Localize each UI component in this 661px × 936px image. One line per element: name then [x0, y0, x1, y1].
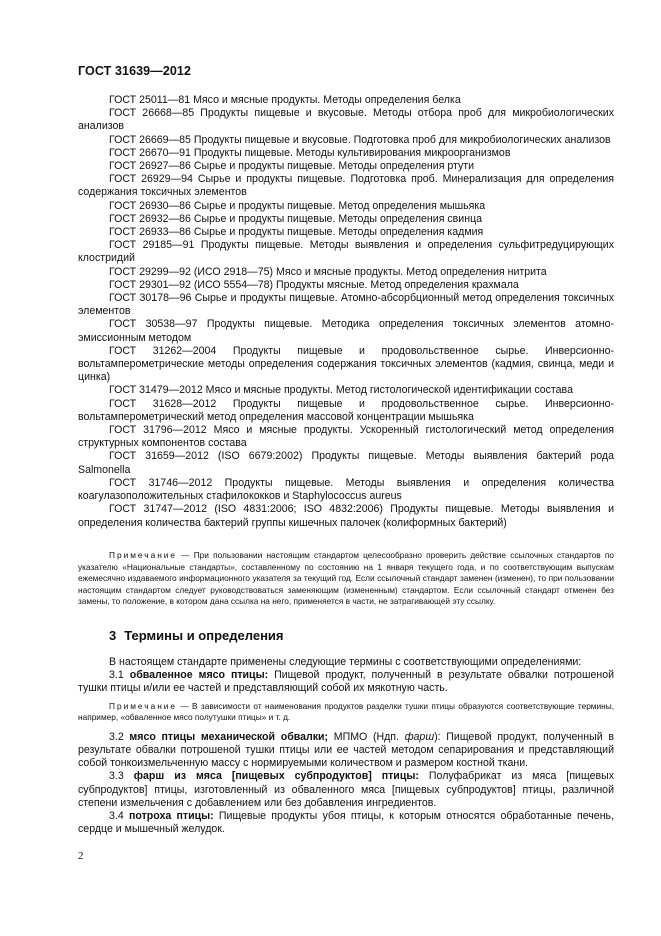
term-3-1 [78, 669, 614, 695]
reference-item: ГОСТ 26670—91 Продукты пищевые. Методы культивирования микроорганизмов [109, 146, 511, 159]
term-name: фарш из мяса [пищевых субпродуктов] птицы: [133, 770, 419, 783]
section-number: 3 [109, 628, 117, 643]
reference-item: ГОСТ 26669—85 Продукты пищевые и вкусовые. Подготовка проб для микробиологических анализов [109, 133, 611, 146]
note-label: Примечание [109, 700, 178, 711]
term-abbreviation: МПМО (Ндп. [333, 730, 399, 743]
term-number: 3.1 [109, 669, 124, 682]
reference-item: ГОСТ 30538—97 Продукты пищевые. Методика определения токсичных элементов атомно-эмиссионным методом [78, 318, 614, 344]
section-terms [78, 628, 614, 836]
term-definition: Пищевой продукт, полученный в результате обвалки потрошеной тушки птицы или ее частей методом сепарирования и представляющий собой тонкоизмельченную массу с нормируемыми количеством и размером костной ткани. [78, 730, 614, 770]
reference-item: ГОСТ 29185—91 Продукты пищевые. Методы выявления и определения сульфитредуцирующих клостридий [78, 239, 614, 265]
term-name: обваленное мясо птицы: [129, 669, 269, 682]
reference-item: ГОСТ 26927—86 Сырье и продукты пищевые. Методы определения ртути [109, 160, 475, 173]
term-3-3 [78, 770, 614, 810]
term-name: потроха птицы: [128, 810, 214, 823]
reference-item: ГОСТ 29299—92 (ИСО 2918—75) Мясо и мясные продукты. Метод определения нитрита [109, 265, 547, 278]
page-number: 2 [78, 850, 84, 862]
term-3-4 [78, 810, 614, 836]
term-note [78, 701, 614, 724]
term-definition: Пищевые продукты убоя птицы, к которым относятся обработанные печень, сердце и мышечный желудок. [78, 810, 615, 836]
term-number: 3.2 [109, 730, 124, 743]
reference-item: ГОСТ 31659—2012 (ISO 6679:2002) Продукты пищевые. Методы выявления бактерий рода Salmonella [78, 450, 614, 476]
reference-item: ГОСТ 31479—2012 Мясо и мясные продукты. Метод гистологической идентификации состава [109, 384, 573, 397]
reference-item: ГОСТ 31262—2004 Продукты пищевые и продовольственное сырье. Инверсионно-вольтамперометрические методы определения содержания токсичных элементов (кадмия, свинца, меди и цинка) [78, 344, 614, 384]
reference-item: ГОСТ 26933—86 Сырье и продукты пищевые. Методы определения кадмия [109, 226, 484, 239]
note-text: — В зависимости от наименования продуктов разделки тушки птицы образуются соответствующие термины, например, «обваленное мясо полутушки птицы» и т. д. [78, 700, 614, 723]
normative-references-list [78, 94, 614, 530]
term-number: 3.3 [109, 770, 124, 783]
section-heading [109, 628, 614, 644]
document-header: ГОСТ 31639—2012 [78, 64, 192, 78]
note-text: — При пользовании настоящим стандартом целесообразно проверить действие ссылочных стандартов по указателю «Национальные стандарты», составленному по состоянию на 1 января текущего года, и по соответствующим выпускам ежемесячно издаваемого информационного указателя за текущий год. Если ссылочный стандарт заменен (изменен), то при пользовании настоящим стандартом следует руководствоваться заменяющим (измененным) стандартом. Если ссылочный стандарт отменен без замены, то положение, в котором дана ссылка на него, применяется в части, не затрагивающей эту ссылку. [78, 550, 614, 607]
term-definition: Полуфабрикат из мяса [пищевых субпродуктов] птицы, изготовленный из обваленного мяса [пищевых субпродуктов] птицы, различной степени измельчения с добавлением или без добавления ингредиентов. [78, 770, 615, 809]
term-number: 3.4 [109, 810, 124, 823]
reference-item: ГОСТ 26930—86 Сырье и продукты пищевые. Метод определения мышьяка [109, 199, 486, 212]
reference-item: ГОСТ 31746—2012 Продукты пищевые. Методы выявления и определения количества коагулазоположительных стафилококков и Staphylococcus aureus [78, 476, 614, 503]
section-intro: В настоящем стандарте применены следующие термины с соответствующими определениями: [109, 656, 582, 668]
note-label: Примечание [109, 550, 178, 560]
reference-item: ГОСТ 31796—2012 Мясо и мясные продукты. Ускоренный гистологический метод определения структурных компонентов состава [78, 424, 614, 450]
reference-item: ГОСТ 26668—85 Продукты пищевые и вкусовые. Методы отбора проб для микробиологических анализов [78, 107, 614, 133]
term-3-2 [78, 731, 614, 771]
reference-item: ГОСТ 26932—86 Сырье и продукты пищевые. Методы определения свинца [109, 212, 483, 225]
deprecated-term: фарш [404, 730, 435, 743]
term-name: мясо птицы механической обвалки; [129, 730, 329, 743]
reference-item: ГОСТ 30178—96 Сырье и продукты пищевые. Атомно-абсорбционный метод определения токсичных элементов [78, 292, 614, 318]
term-abbreviation-end: ): [434, 730, 441, 743]
reference-item: ГОСТ 29301—92 (ИСО 5554—78) Продукты мясные. Метод определения крахмала [109, 278, 519, 291]
reference-item: ГОСТ 31747—2012 (ISO 4831:2006; ISO 4832:2006) Продукты пищевые. Методы выявления и определения количества бактерий группы кишечных палочек (колиформных бактерий) [78, 503, 614, 529]
reference-item: ГОСТ 25011—81 Мясо и мясные продукты. Методы определения белка [109, 94, 461, 106]
section-title: Термины и определения [124, 628, 284, 643]
term-definition: Пищевой продукт, полученный в результате обвалки потрошеной тушки птицы и/или ее частей и представляющий собой их мякотную часть. [78, 669, 615, 695]
reference-item: ГОСТ 31628—2012 Продукты пищевые и продовольственное сырье. Инверсионно-вольтамперометрический метод определения массовой концентрации мышьяка [78, 397, 614, 423]
references-note [78, 550, 614, 608]
reference-item: ГОСТ 26929—94 Сырье и продукты пищевые. Подготовка проб. Минерализация для определения содержания токсичных элементов [78, 173, 614, 199]
